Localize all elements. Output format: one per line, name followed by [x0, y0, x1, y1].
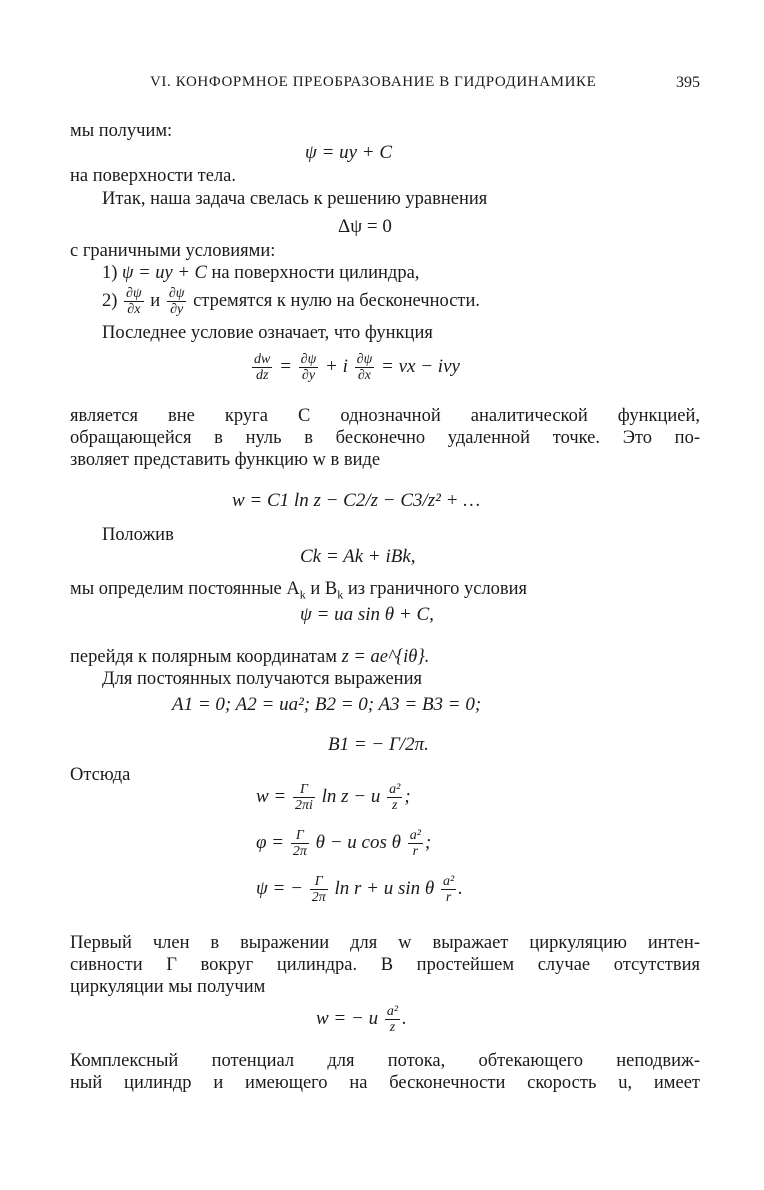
condition-1 [102, 262, 419, 284]
text-line: перейдя к полярным координатам z = ae^{iθ}. [70, 647, 430, 667]
text-line: Последнее условие означает, что функция [102, 323, 433, 343]
condition-text: стремятся к нулю на бесконечности. [193, 290, 481, 311]
equation-boundary-polar: ψ = ua sin θ + C, [300, 604, 434, 625]
condition-number: 2) [102, 290, 118, 311]
equation-psi-result: ψ = − $\frac{\Gamma}{2\pi}$ ln r + u sin θ $\frac{\text{a²}}{r}$ . [256, 874, 463, 905]
text-line: Положив [102, 525, 174, 545]
condition-text: на поверхности цилиндра, [211, 263, 420, 283]
equation-phi-result: φ = $\frac{\Gamma}{2\pi}$ θ − u cos θ $\frac{\text{a²}}{r}$ ; [256, 828, 432, 859]
text-line: на поверхности тела. [70, 166, 237, 186]
text-line: является вне круга C однозначной аналитической функцией, [70, 406, 700, 426]
equation-ck: Ck = Ak + iBk, [300, 546, 416, 567]
text-line: мы определим постоянные $A_k$ и $B_k$ из граничного условия [70, 579, 528, 602]
running-header [70, 74, 700, 96]
equation-b1: B1 = − Γ/2π. [328, 734, 429, 755]
text-line: Для постоянных получаются выражения [102, 669, 422, 689]
text-line: Комплексный потенциал для потока, обтекающего неподвиж- [70, 1051, 700, 1071]
text-line: обращающейся в нуль в бесконечно удаленной точке. Это по- [70, 428, 700, 448]
condition-formula: ψ = uy + C [122, 263, 207, 283]
equation-dw-dz: $\frac{dw}{dz}$ = $\frac{\partial\psi}{\partial y}$ + i $\frac{\partial\psi}{\partial x}$ = vx − ivy [254, 352, 460, 383]
equation-rhs: = vx − ivy [381, 355, 460, 377]
equation-psi-boundary: ψ = uy + C [305, 142, 393, 163]
text-line: зволяет представить функцию w в виде [70, 450, 381, 470]
fraction-dpsi-dx: $\frac{\partial\psi}{\partial x}$ [126, 286, 142, 317]
fraction-dpsi-dy: $\frac{\partial\psi}{\partial y}$ [168, 286, 185, 317]
text-line: сивности Γ вокруг цилиндра. В простейшем случае отсутствия [70, 955, 700, 975]
text-line: с граничными условиями: [70, 241, 276, 261]
text-line: ный цилиндр и имеющего на бесконечности скорость u, имеет [70, 1073, 700, 1093]
conjunction: и [150, 290, 161, 311]
equation-laplace: Δψ = 0 [338, 216, 392, 237]
text-line: Отсюда [70, 765, 131, 785]
text-line: Первый член в выражении для w выражает циркуляцию интен- [70, 933, 700, 953]
equation-constants: A1 = 0; A2 = ua²; B2 = 0; A3 = B3 = 0; [172, 694, 482, 715]
equation-w-final: w = − u $\frac{\text{a²}}{z}$ . [316, 1004, 407, 1035]
page-number: 395 [676, 74, 700, 91]
text-line: циркуляции мы получим [70, 977, 266, 997]
condition-number: 1) [102, 263, 118, 283]
polar-formula: z = ae^{iθ}. [341, 647, 430, 667]
text-line: мы получим: [70, 121, 173, 141]
equation-w-result: w = $\frac{\Gamma}{2\pi i}$ ln z − u $\frac{\text{a²}}{z}$ ; [256, 782, 411, 813]
equation-w-series: w = C1 ln z − C2/z − C3/z² + … [232, 490, 481, 511]
text-line: Итак, наша задача свелась к решению уравнения [102, 189, 488, 209]
condition-2 [102, 286, 480, 317]
chapter-title: VI. КОНФОРМНОЕ ПРЕОБРАЗОВАНИЕ В ГИДРОДИНАМИКЕ [150, 74, 597, 90]
